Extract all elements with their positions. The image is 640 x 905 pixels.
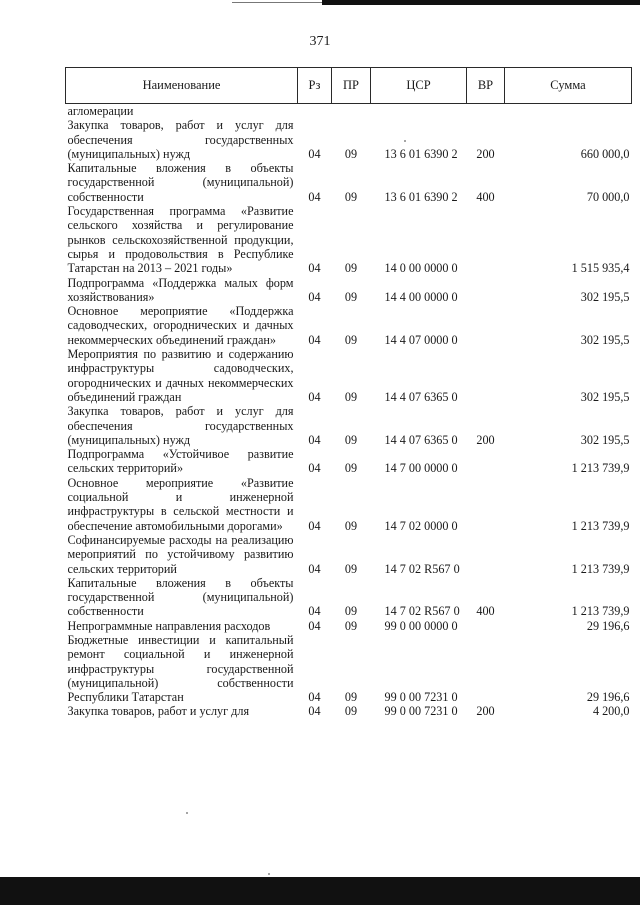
table-body (66, 104, 632, 719)
cell-sum: 29 196,6 (586, 618, 630, 633)
cell-name: Непрограммные направления расходов (67, 618, 271, 633)
cell-pr: 09 (344, 289, 358, 304)
scan-edge-bottom (0, 877, 640, 905)
header-rz: Рз (298, 68, 332, 104)
table-row (66, 576, 632, 619)
header-sum: Сумма (505, 68, 632, 104)
cell-name: Подпрограмма «Поддержка малых форм хозяйствования» (67, 275, 294, 304)
cell-rz: 04 (308, 389, 321, 404)
cell-sum: 1 213 739,9 (571, 604, 630, 619)
cell-name: Софинансируемые расходы на реализацию мероприятий по устойчивому развитию сельских территорий (67, 532, 294, 576)
table-row (66, 118, 632, 161)
cell-rz: 04 (308, 618, 321, 633)
cell-vr (467, 304, 505, 347)
cell-csr: 13 6 01 6390 2 (384, 189, 458, 204)
scan-speck (186, 812, 188, 814)
cell-rz: 04 (308, 146, 321, 161)
cell-name: Мероприятия по развитию и содержанию инфраструктуры садоводческих, огороднических и дачных некоммерческих объединений граждан (67, 347, 294, 404)
cell-vr: 200 (476, 432, 495, 447)
cell-csr (371, 104, 467, 119)
cell-vr (467, 347, 505, 404)
cell-vr (467, 276, 505, 305)
table-row (66, 533, 632, 576)
cell-pr: 09 (344, 332, 358, 347)
cell-sum: 302 195,5 (580, 432, 630, 447)
cell-name: Закупка товаров, работ и услуг для обеспечения государственных (муниципальных) нужд (67, 118, 294, 161)
table-row (66, 476, 632, 533)
cell-rz: 04 (308, 432, 321, 447)
cell-csr: 14 4 00 0000 0 (384, 289, 458, 304)
cell-sum: 29 196,6 (586, 690, 630, 705)
cell-sum: 70 000,0 (586, 189, 630, 204)
cell-vr (467, 633, 505, 704)
cell-name: Закупка товаров, работ и услуг для (67, 704, 250, 719)
cell-name: Капитальные вложения в объекты государственной (муниципальной) собственности (67, 575, 294, 619)
cell-rz: 04 (308, 604, 321, 619)
cell-name: Капитальные вложения в объекты государственной (муниципальной) собственности (67, 161, 294, 204)
table-row (66, 161, 632, 204)
cell-pr: 09 (344, 518, 358, 533)
scan-edge-top (322, 0, 640, 5)
cell-sum: 302 195,5 (580, 332, 630, 347)
cell-rz: 04 (308, 518, 321, 533)
cell-pr (332, 104, 371, 119)
cell-name: Основное мероприятие «Поддержка садоводческих, огороднических и дачных некоммерческих объединений граждан» (67, 304, 294, 347)
cell-sum: 1 213 739,9 (571, 461, 630, 476)
cell-pr: 09 (344, 690, 358, 705)
cell-rz: 04 (308, 461, 321, 476)
cell-rz: 04 (308, 690, 321, 705)
table-row (66, 347, 632, 404)
table-row (66, 704, 632, 718)
cell-csr: 14 4 07 0000 0 (384, 332, 458, 347)
page-number: 371 (309, 34, 331, 49)
cell-pr: 09 (344, 618, 358, 633)
cell-vr (467, 619, 505, 633)
header-vr: ВР (467, 68, 505, 104)
cell-csr: 13 6 01 6390 2 (384, 146, 458, 161)
table-row (66, 104, 632, 119)
cell-pr: 09 (344, 432, 358, 447)
cell-name: Бюджетные инвестиции и капитальный ремонт социальной и инженерной инфраструктуры государственной (муниципальной) собственности Республики Татарстан (67, 632, 294, 705)
cell-csr: 14 0 00 0000 0 (384, 261, 458, 276)
cell-csr: 14 4 07 6365 0 (384, 432, 458, 447)
cell-vr: 400 (476, 189, 495, 204)
cell-sum: 302 195,5 (580, 289, 630, 304)
cell-pr: 09 (344, 604, 358, 619)
scan-speck (268, 873, 270, 875)
cell-vr: 200 (476, 704, 495, 719)
table-row (66, 204, 632, 275)
header-pr: ПР (332, 68, 371, 104)
cell-name: Подпрограмма «Устойчивое развитие сельских территорий» (67, 447, 294, 476)
cell-vr (467, 533, 505, 576)
cell-rz: 04 (308, 561, 321, 576)
table-row (66, 276, 632, 305)
cell-csr: 14 4 07 6365 0 (384, 389, 458, 404)
table-row (66, 619, 632, 633)
cell-name: агломерации (67, 104, 134, 118)
cell-csr: 14 7 02 R567 0 (384, 561, 460, 576)
cell-vr: 400 (476, 604, 495, 619)
cell-sum: 1 213 739,9 (571, 518, 630, 533)
cell-pr: 09 (344, 561, 358, 576)
table-row (66, 304, 632, 347)
cell-pr: 09 (344, 261, 358, 276)
scan-speck (404, 140, 406, 142)
cell-name: Государственная программа «Развитие сельского хозяйства и регулирование рынков сельскохозяйственной продукции, сырья и продовольствия в Республике Татарстан на 2013 – 2021 годы» (67, 204, 294, 276)
cell-csr: 14 7 02 R567 0 (384, 604, 460, 619)
cell-rz: 04 (308, 189, 321, 204)
cell-rz: 04 (308, 289, 321, 304)
header-name: Наименование (66, 68, 298, 104)
cell-vr (467, 476, 505, 533)
cell-name: Закупка товаров, работ и услуг для обеспечения государственных (муниципальных) нужд (67, 404, 294, 447)
cell-sum: 1 213 739,9 (571, 561, 630, 576)
cell-pr: 09 (344, 461, 358, 476)
cell-pr: 09 (344, 704, 358, 719)
cell-vr: 200 (476, 146, 495, 161)
cell-csr: 14 7 00 0000 0 (384, 461, 458, 476)
cell-csr: 99 0 00 0000 0 (384, 618, 458, 633)
cell-rz: 04 (308, 704, 321, 719)
cell-csr: 14 7 02 0000 0 (384, 518, 458, 533)
cell-sum: 4 200,0 (592, 704, 630, 719)
cell-vr (467, 204, 505, 275)
header-csr: ЦСР (371, 68, 467, 104)
cell-sum: 302 195,5 (580, 389, 630, 404)
cell-rz (298, 104, 332, 119)
budget-table (65, 67, 632, 719)
cell-rz: 04 (308, 332, 321, 347)
cell-csr: 99 0 00 7231 0 (384, 690, 458, 705)
cell-pr: 09 (344, 189, 358, 204)
table-header (66, 68, 632, 104)
cell-csr: 99 0 00 7231 0 (384, 704, 458, 719)
cell-vr (467, 104, 505, 119)
table-row (66, 447, 632, 476)
cell-name: Основное мероприятие «Развитие социальной и инженерной инфраструктуры в сельской местности и обеспечение автомобильными дорогами» (67, 475, 294, 533)
table-row (66, 404, 632, 447)
cell-sum (505, 104, 632, 119)
cell-rz: 04 (308, 261, 321, 276)
cell-sum: 660 000,0 (580, 146, 630, 161)
cell-vr (467, 447, 505, 476)
table-row (66, 633, 632, 704)
cell-pr: 09 (344, 389, 358, 404)
cell-pr: 09 (344, 146, 358, 161)
cell-sum: 1 515 935,4 (571, 261, 630, 276)
